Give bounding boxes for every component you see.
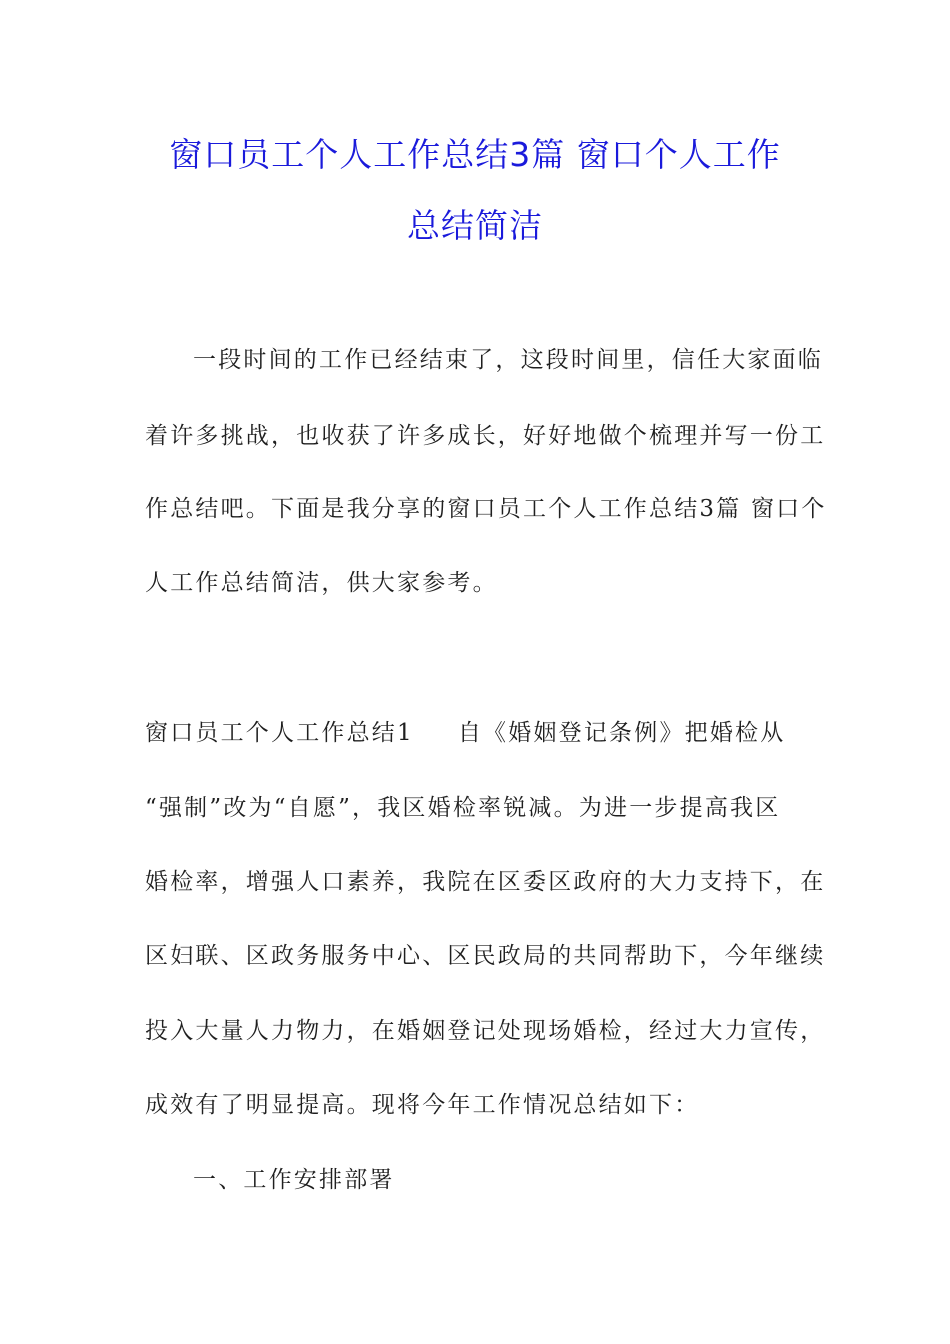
body-line-4: 投入大量人力物力，在婚姻登记处现场婚检，经过大力宣传，	[145, 1018, 826, 1044]
document-title-line-1: 窗口员工个人工作总结3篇 窗口个人工作	[169, 135, 781, 174]
intro-line-1: 一段时间的工作已经结束了，这段时间里，信任大家面临	[193, 347, 823, 373]
intro-line-4: 人工作总结简洁，供大家参考。	[145, 570, 498, 596]
intro-line-3: 作总结吧。下面是我分享的窗口员工个人工作总结3篇 窗口个	[145, 496, 827, 522]
body-first-segment: 自《婚姻登记条例》把婚检从	[457, 720, 786, 746]
intro-line-2: 着许多挑战，也收获了许多成长，好好地做个梳理并写一份工	[145, 423, 826, 449]
document-title-line-2: 总结简洁	[407, 206, 543, 245]
body-line-1: “强制”改为“自愿”，我区婚检率锐减。为进一步提高我区	[145, 795, 781, 821]
section-heading: 窗口员工个人工作总结1	[145, 720, 414, 746]
body-line-2: 婚检率，增强人口素养，我院在区委区政府的大力支持下，在	[145, 869, 826, 895]
section-heading-line	[145, 718, 805, 748]
subheading: 一、工作安排部署	[193, 1167, 395, 1193]
body-line-5: 成效有了明显提高。现将今年工作情况总结如下：	[145, 1092, 700, 1118]
body-line-3: 区妇联、区政务服务中心、区民政局的共同帮助下，今年继续	[145, 943, 826, 969]
